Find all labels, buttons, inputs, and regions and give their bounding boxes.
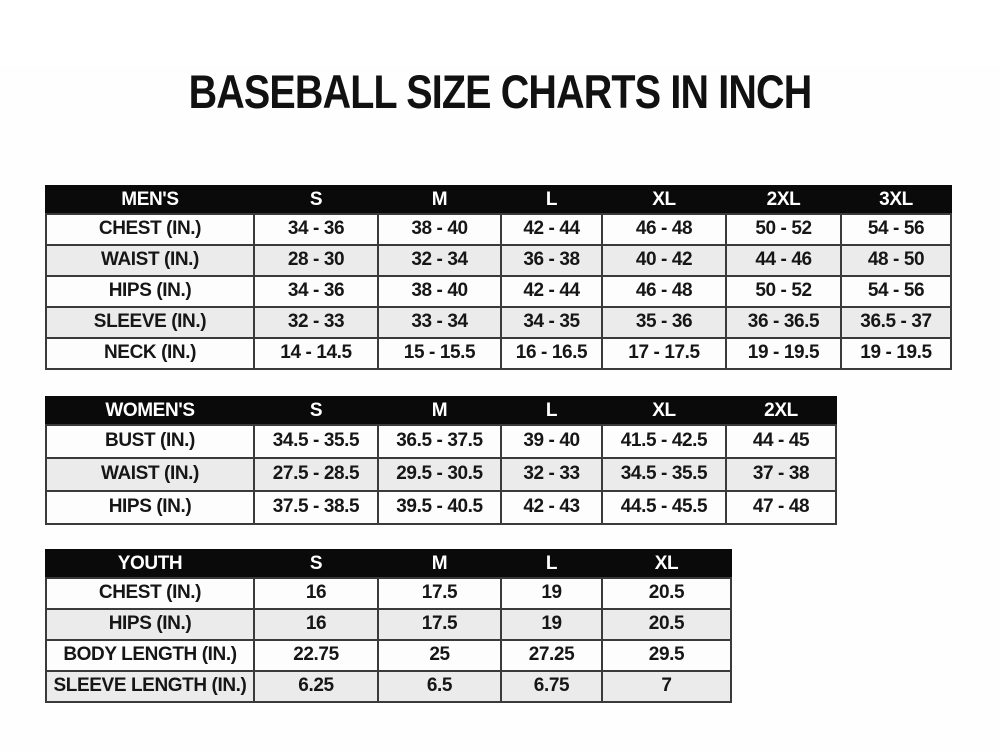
- size-value-cell: 42 - 44: [501, 214, 602, 245]
- size-value-cell: 39 - 40: [501, 425, 602, 458]
- size-value-cell: 44.5 - 45.5: [602, 491, 726, 524]
- size-value-cell: 38 - 40: [378, 214, 501, 245]
- measurement-row: [46, 491, 836, 524]
- measurement-row: [46, 245, 951, 276]
- measurement-row: [46, 214, 951, 245]
- size-value-cell: 46 - 48: [602, 214, 726, 245]
- size-column-header: L: [501, 550, 602, 578]
- table-header-row: [46, 397, 836, 425]
- size-column-header: 3XL: [841, 186, 951, 214]
- size-value-cell: 14 - 14.5: [254, 338, 378, 369]
- size-value-cell: 17.5: [378, 609, 501, 640]
- size-value-cell: 44 - 46: [726, 245, 841, 276]
- size-column-header: XL: [602, 550, 731, 578]
- size-value-cell: 48 - 50: [841, 245, 951, 276]
- size-value-cell: 19: [501, 578, 602, 609]
- size-value-cell: 28 - 30: [254, 245, 378, 276]
- size-column-header: XL: [602, 397, 726, 425]
- size-value-cell: 34 - 36: [254, 276, 378, 307]
- measurement-row: [46, 609, 731, 640]
- size-value-cell: 34.5 - 35.5: [602, 458, 726, 491]
- measurement-label: BODY LENGTH (IN.): [46, 640, 254, 671]
- size-value-cell: 17 - 17.5: [602, 338, 726, 369]
- table-header-row: [46, 550, 731, 578]
- size-value-cell: 6.75: [501, 671, 602, 702]
- measurement-row: [46, 425, 836, 458]
- size-value-cell: 40 - 42: [602, 245, 726, 276]
- size-value-cell: 6.5: [378, 671, 501, 702]
- measurement-label: HIPS (IN.): [46, 491, 254, 524]
- size-value-cell: 50 - 52: [726, 276, 841, 307]
- size-value-cell: 22.75: [254, 640, 378, 671]
- size-value-cell: 32 - 34: [378, 245, 501, 276]
- measurement-label: WAIST (IN.): [46, 245, 254, 276]
- size-column-header: S: [254, 397, 378, 425]
- size-value-cell: 19: [501, 609, 602, 640]
- measurement-label: HIPS (IN.): [46, 276, 254, 307]
- size-value-cell: 36 - 38: [501, 245, 602, 276]
- size-value-cell: 25: [378, 640, 501, 671]
- measurement-label: CHEST (IN.): [46, 214, 254, 245]
- size-value-cell: 34 - 36: [254, 214, 378, 245]
- size-value-cell: 42 - 44: [501, 276, 602, 307]
- size-value-cell: 37 - 38: [726, 458, 836, 491]
- size-value-cell: 29.5: [602, 640, 731, 671]
- size-tables-container: [45, 185, 1000, 703]
- size-value-cell: 19 - 19.5: [726, 338, 841, 369]
- size-value-cell: 36 - 36.5: [726, 307, 841, 338]
- size-column-header: L: [501, 186, 602, 214]
- size-value-cell: 47 - 48: [726, 491, 836, 524]
- size-value-cell: 34.5 - 35.5: [254, 425, 378, 458]
- size-value-cell: 27.25: [501, 640, 602, 671]
- size-value-cell: 42 - 43: [501, 491, 602, 524]
- size-value-cell: 6.25: [254, 671, 378, 702]
- size-value-cell: 37.5 - 38.5: [254, 491, 378, 524]
- size-value-cell: 16: [254, 609, 378, 640]
- size-column-header: M: [378, 186, 501, 214]
- size-column-header: M: [378, 397, 501, 425]
- measurement-row: [46, 640, 731, 671]
- size-column-header: S: [254, 550, 378, 578]
- youth-size-table: [45, 549, 732, 703]
- measurement-label: SLEEVE LENGTH (IN.): [46, 671, 254, 702]
- mens-table-title-cell: MEN'S: [46, 186, 254, 214]
- size-value-cell: 27.5 - 28.5: [254, 458, 378, 491]
- womens-table-title-cell: WOMEN'S: [46, 397, 254, 425]
- size-value-cell: 19 - 19.5: [841, 338, 951, 369]
- mens-size-table: [45, 185, 952, 370]
- size-value-cell: 36.5 - 37.5: [378, 425, 501, 458]
- size-value-cell: 44 - 45: [726, 425, 836, 458]
- size-value-cell: 33 - 34: [378, 307, 501, 338]
- measurement-row: [46, 671, 731, 702]
- size-column-header: 2XL: [726, 397, 836, 425]
- measurement-label: SLEEVE (IN.): [46, 307, 254, 338]
- size-column-header: XL: [602, 186, 726, 214]
- size-value-cell: 17.5: [378, 578, 501, 609]
- measurement-row: [46, 307, 951, 338]
- measurement-row: [46, 338, 951, 369]
- size-value-cell: 50 - 52: [726, 214, 841, 245]
- measurement-row: [46, 458, 836, 491]
- measurement-row: [46, 276, 951, 307]
- size-value-cell: 32 - 33: [501, 458, 602, 491]
- youth-table-title-cell: YOUTH: [46, 550, 254, 578]
- size-value-cell: 35 - 36: [602, 307, 726, 338]
- size-column-header: S: [254, 186, 378, 214]
- size-value-cell: 41.5 - 42.5: [602, 425, 726, 458]
- measurement-label: BUST (IN.): [46, 425, 254, 458]
- size-value-cell: 54 - 56: [841, 214, 951, 245]
- size-value-cell: 36.5 - 37: [841, 307, 951, 338]
- size-column-header: L: [501, 397, 602, 425]
- size-value-cell: 38 - 40: [378, 276, 501, 307]
- size-value-cell: 20.5: [602, 578, 731, 609]
- womens-size-table: [45, 396, 837, 525]
- size-value-cell: 39.5 - 40.5: [378, 491, 501, 524]
- measurement-label: CHEST (IN.): [46, 578, 254, 609]
- size-value-cell: 54 - 56: [841, 276, 951, 307]
- measurement-label: HIPS (IN.): [46, 609, 254, 640]
- size-value-cell: 34 - 35: [501, 307, 602, 338]
- size-column-header: M: [378, 550, 501, 578]
- size-value-cell: 32 - 33: [254, 307, 378, 338]
- size-value-cell: 29.5 - 30.5: [378, 458, 501, 491]
- size-chart-page: [0, 66, 1000, 752]
- size-value-cell: 15 - 15.5: [378, 338, 501, 369]
- table-header-row: [46, 186, 951, 214]
- size-value-cell: 46 - 48: [602, 276, 726, 307]
- measurement-label: NECK (IN.): [46, 338, 254, 369]
- size-value-cell: 16: [254, 578, 378, 609]
- size-value-cell: 16 - 16.5: [501, 338, 602, 369]
- measurement-row: [46, 578, 731, 609]
- measurement-label: WAIST (IN.): [46, 458, 254, 491]
- size-column-header: 2XL: [726, 186, 841, 214]
- page-title: BASEBALL SIZE CHARTS IN INCH: [188, 65, 812, 118]
- size-value-cell: 7: [602, 671, 731, 702]
- size-value-cell: 20.5: [602, 609, 731, 640]
